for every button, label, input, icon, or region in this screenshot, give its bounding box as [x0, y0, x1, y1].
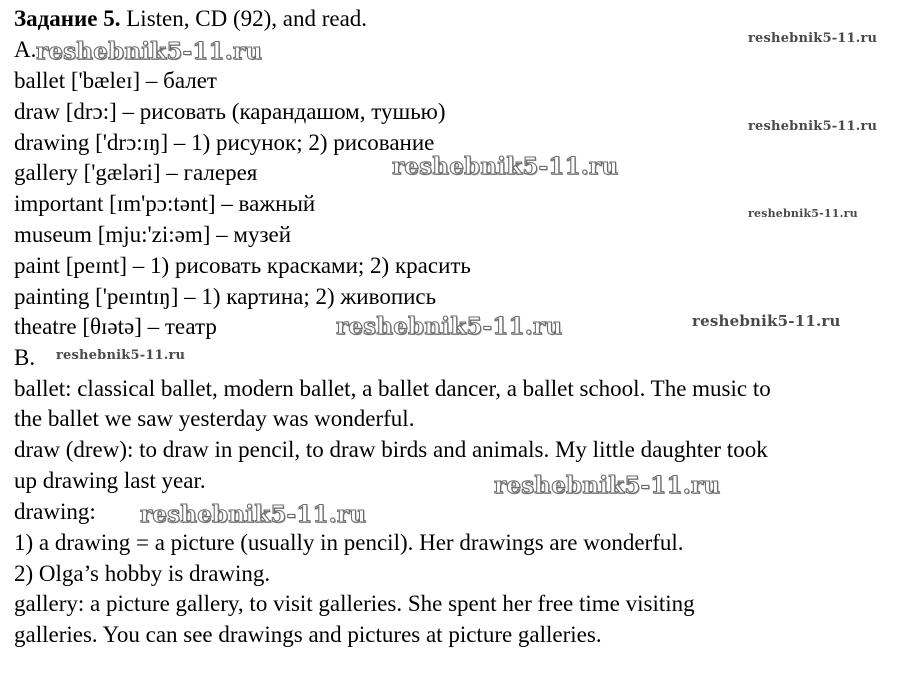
example-line: the ballet we saw yesterday was wonderful.: [14, 406, 415, 431]
vocab-entry-painting: painting ['peɪntɪŋ] – 1) картина; 2) живопись: [14, 284, 437, 309]
watermark: reshebnik5-11.ru: [392, 153, 619, 180]
vocab-entry-gallery: gallery ['gæləri] – галерея: [14, 160, 258, 185]
watermark: reshebnik5-11.ru: [56, 348, 186, 363]
vocab-entry-ballet: ballet ['bæleɪ] – балет: [14, 68, 217, 93]
vocab-entry-drawing: drawing ['drɔ:ɪŋ] – 1) рисунок; 2) рисование: [14, 130, 435, 155]
task-instruction: Listen, CD (92), and read.: [126, 6, 368, 31]
vocab-entry-draw: draw [drɔ:] – рисовать (карандашом, тушью): [14, 99, 446, 124]
example-line: up drawing last year.: [14, 468, 206, 493]
watermark: reshebnik5-11.ru: [336, 313, 563, 340]
section-b-marker: B.: [14, 345, 36, 370]
vocab-entry-theatre: theatre [θɪətə] – театр: [14, 314, 217, 339]
example-line: ballet: classical ballet, modern ballet, a ballet dancer, a ballet school. The music to: [14, 376, 771, 401]
watermark: reshebnik5-11.ru: [748, 207, 858, 220]
task-title: [14, 6, 367, 32]
example-line: gallery: a picture gallery, to visit galleries. She spent her free time visiting: [14, 591, 695, 616]
example-line: draw (drew): to draw in pencil, to draw birds and animals. My little daughter took: [14, 437, 768, 462]
watermark: reshebnik5-11.ru: [140, 501, 367, 528]
watermark: reshebnik5-11.ru: [748, 31, 878, 46]
example-line: drawing:: [14, 499, 96, 524]
watermark: reshebnik5-11.ru: [494, 472, 721, 499]
section-a-marker: A.: [14, 37, 37, 62]
example-line: 1) a drawing = a picture (usually in pencil). Her drawings are wonderful.: [14, 530, 684, 555]
watermark: reshebnik5-11.ru: [692, 312, 841, 330]
watermark: reshebnik5-11.ru: [748, 119, 878, 134]
vocab-entry-paint: paint [peɪnt] – 1) рисовать красками; 2) красить: [14, 253, 471, 278]
example-line: galleries. You can see drawings and pictures at picture galleries.: [14, 622, 602, 647]
watermark: reshebnik5-11.ru: [36, 38, 263, 65]
example-line: 2) Olga’s hobby is drawing.: [14, 561, 271, 586]
vocab-entry-important: important [ɪm'pɔ:tənt] – важный: [14, 191, 316, 216]
vocab-entry-museum: museum [mju:'zi:əm] – музей: [14, 222, 292, 247]
task-label: Задание 5.: [14, 6, 121, 31]
